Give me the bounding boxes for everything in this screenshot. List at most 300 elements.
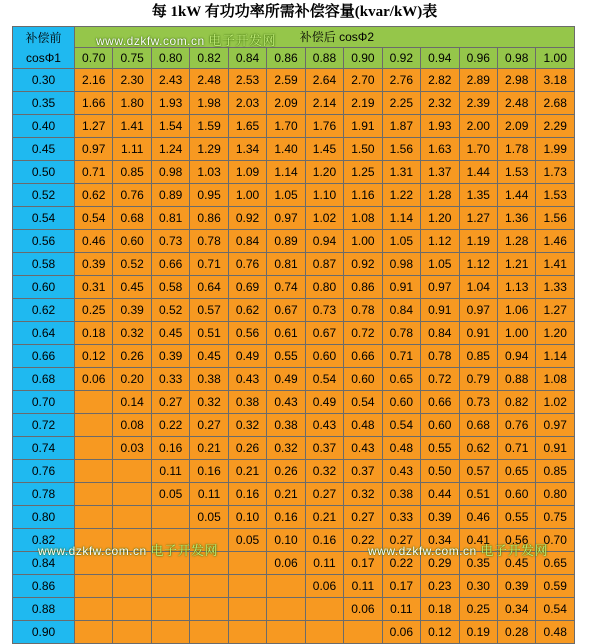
value-cell: 1.20 xyxy=(536,322,575,345)
value-cell: 0.54 xyxy=(382,414,420,437)
value-cell: 2.29 xyxy=(536,115,575,138)
before-cos-cell: 0.62 xyxy=(13,299,75,322)
before-cos-cell: 0.74 xyxy=(13,437,75,460)
value-cell: 0.37 xyxy=(305,437,343,460)
value-cell: 1.05 xyxy=(267,184,305,207)
before-cos-cell: 0.68 xyxy=(13,368,75,391)
value-cell: 0.55 xyxy=(267,345,305,368)
value-cell: 1.66 xyxy=(75,92,113,115)
value-cell: 1.16 xyxy=(344,184,382,207)
value-cell: 1.00 xyxy=(497,322,535,345)
table-row xyxy=(13,322,575,345)
watermark-url: www.dzkfw.com.cn xyxy=(96,34,205,48)
value-cell: 0.78 xyxy=(382,322,420,345)
value-cell: 1.04 xyxy=(459,276,497,299)
value-cell: 1.12 xyxy=(421,230,459,253)
value-cell: 0.60 xyxy=(421,414,459,437)
table-row xyxy=(13,299,575,322)
value-cell xyxy=(75,460,113,483)
value-cell: 0.45 xyxy=(190,345,228,368)
value-cell: 0.20 xyxy=(113,368,151,391)
value-cell: 0.38 xyxy=(228,391,266,414)
value-cell: 0.33 xyxy=(382,506,420,529)
value-cell: 2.25 xyxy=(382,92,420,115)
value-cell: 0.27 xyxy=(305,483,343,506)
value-cell: 1.12 xyxy=(459,253,497,276)
value-cell: 0.66 xyxy=(344,345,382,368)
value-cell: 0.17 xyxy=(382,575,420,598)
value-cell: 1.10 xyxy=(305,184,343,207)
value-cell: 1.31 xyxy=(382,161,420,184)
value-cell xyxy=(190,529,228,552)
value-cell: 0.16 xyxy=(228,483,266,506)
value-cell: 1.24 xyxy=(151,138,189,161)
value-cell: 0.26 xyxy=(228,437,266,460)
value-cell: 0.66 xyxy=(421,391,459,414)
value-cell: 1.40 xyxy=(267,138,305,161)
value-cell xyxy=(113,483,151,506)
value-cell: 2.09 xyxy=(267,92,305,115)
value-cell: 0.85 xyxy=(459,345,497,368)
value-cell: 0.39 xyxy=(421,506,459,529)
value-cell: 0.21 xyxy=(228,460,266,483)
value-cell: 1.14 xyxy=(267,161,305,184)
value-cell: 0.52 xyxy=(113,253,151,276)
after-cos-header-cell: 1.00 xyxy=(536,48,575,69)
value-cell: 0.25 xyxy=(459,598,497,621)
value-cell: 0.98 xyxy=(382,253,420,276)
value-cell: 0.22 xyxy=(344,529,382,552)
value-cell: 0.16 xyxy=(151,437,189,460)
after-cos-header-cell: 0.82 xyxy=(190,48,228,69)
value-cell xyxy=(267,598,305,621)
value-cell: 0.81 xyxy=(151,207,189,230)
value-cell: 0.92 xyxy=(228,207,266,230)
value-cell: 0.27 xyxy=(344,506,382,529)
value-cell: 0.74 xyxy=(267,276,305,299)
value-cell: 0.32 xyxy=(267,437,305,460)
value-cell xyxy=(113,460,151,483)
value-cell: 0.16 xyxy=(190,460,228,483)
value-cell: 0.46 xyxy=(75,230,113,253)
value-cell: 0.27 xyxy=(190,414,228,437)
value-cell: 2.39 xyxy=(459,92,497,115)
value-cell: 0.64 xyxy=(190,276,228,299)
value-cell: 1.70 xyxy=(267,115,305,138)
value-cell: 1.41 xyxy=(536,253,575,276)
value-cell: 1.22 xyxy=(382,184,420,207)
value-cell: 0.16 xyxy=(305,529,343,552)
value-cell: 2.32 xyxy=(421,92,459,115)
value-cell: 0.28 xyxy=(497,621,535,644)
value-cell: 0.19 xyxy=(459,621,497,644)
value-cell: 0.06 xyxy=(382,621,420,644)
value-cell: 1.13 xyxy=(497,276,535,299)
value-cell: 0.73 xyxy=(305,299,343,322)
watermark-cn: 电子开发网 xyxy=(150,543,219,558)
table-row xyxy=(13,92,575,115)
value-cell: 0.82 xyxy=(497,391,535,414)
value-cell: 1.33 xyxy=(536,276,575,299)
value-cell: 0.56 xyxy=(497,529,535,552)
value-cell: 0.12 xyxy=(421,621,459,644)
value-cell: 0.94 xyxy=(497,345,535,368)
value-cell: 0.06 xyxy=(305,575,343,598)
table-row xyxy=(13,506,575,529)
value-cell: 1.08 xyxy=(344,207,382,230)
before-cos-cell: 0.60 xyxy=(13,276,75,299)
value-cell: 0.58 xyxy=(151,276,189,299)
table-row xyxy=(13,391,575,414)
value-cell: 1.02 xyxy=(305,207,343,230)
value-cell: 2.30 xyxy=(113,69,151,92)
before-cos-cell: 0.66 xyxy=(13,345,75,368)
value-cell: 0.85 xyxy=(536,460,575,483)
value-cell: 0.43 xyxy=(382,460,420,483)
corner-header-top: 补偿前 xyxy=(25,30,62,45)
value-cell: 1.63 xyxy=(421,138,459,161)
value-cell: 0.75 xyxy=(536,506,575,529)
value-cell: 0.92 xyxy=(344,253,382,276)
value-cell: 0.26 xyxy=(113,345,151,368)
value-cell: 0.39 xyxy=(113,299,151,322)
value-cell: 0.69 xyxy=(228,276,266,299)
value-cell: 0.35 xyxy=(459,552,497,575)
before-cos-cell: 0.82 xyxy=(13,529,75,552)
table-row xyxy=(13,414,575,437)
value-cell: 1.78 xyxy=(497,138,535,161)
corner-header-bottom: cosΦ1 xyxy=(26,50,61,65)
value-cell: 2.09 xyxy=(497,115,535,138)
value-cell xyxy=(113,621,151,644)
value-cell: 0.57 xyxy=(190,299,228,322)
value-cell: 1.14 xyxy=(382,207,420,230)
value-cell xyxy=(75,575,113,598)
value-cell: 0.45 xyxy=(497,552,535,575)
value-cell: 1.56 xyxy=(382,138,420,161)
before-cos-cell: 0.50 xyxy=(13,161,75,184)
before-cos-cell: 0.52 xyxy=(13,184,75,207)
value-cell: 0.65 xyxy=(536,552,575,575)
value-cell: 2.53 xyxy=(228,69,266,92)
value-cell: 0.48 xyxy=(536,621,575,644)
value-cell: 0.84 xyxy=(228,230,266,253)
value-cell: 0.06 xyxy=(267,552,305,575)
value-cell: 0.78 xyxy=(344,299,382,322)
value-cell: 0.62 xyxy=(459,437,497,460)
value-cell: 0.11 xyxy=(305,552,343,575)
value-cell: 0.30 xyxy=(459,575,497,598)
value-cell: 0.86 xyxy=(344,276,382,299)
value-cell: 0.57 xyxy=(459,460,497,483)
value-cell: 0.68 xyxy=(459,414,497,437)
value-cell: 1.36 xyxy=(497,207,535,230)
value-cell xyxy=(75,552,113,575)
value-cell: 0.10 xyxy=(228,506,266,529)
value-cell: 2.14 xyxy=(305,92,343,115)
before-cos-cell: 0.30 xyxy=(13,69,75,92)
value-cell xyxy=(228,575,266,598)
value-cell: 0.46 xyxy=(459,506,497,529)
value-cell: 1.06 xyxy=(497,299,535,322)
value-cell: 1.73 xyxy=(536,161,575,184)
value-cell: 0.60 xyxy=(497,483,535,506)
value-cell: 1.08 xyxy=(536,368,575,391)
value-cell: 2.89 xyxy=(459,69,497,92)
value-cell: 0.54 xyxy=(305,368,343,391)
value-cell: 0.27 xyxy=(151,391,189,414)
value-cell: 0.97 xyxy=(267,207,305,230)
value-cell: 1.27 xyxy=(536,299,575,322)
value-cell: 0.80 xyxy=(305,276,343,299)
value-cell: 0.27 xyxy=(382,529,420,552)
value-cell: 1.80 xyxy=(113,92,151,115)
watermark-cn: 电子开发网 xyxy=(208,33,277,48)
value-cell: 0.52 xyxy=(151,299,189,322)
value-cell: 0.60 xyxy=(382,391,420,414)
value-cell xyxy=(267,575,305,598)
value-cell: 0.49 xyxy=(267,368,305,391)
value-cell: 0.65 xyxy=(497,460,535,483)
value-cell: 1.20 xyxy=(421,207,459,230)
value-cell: 0.56 xyxy=(228,322,266,345)
value-cell: 0.11 xyxy=(344,575,382,598)
value-cell: 2.19 xyxy=(344,92,382,115)
value-cell: 0.43 xyxy=(228,368,266,391)
table-title: 每 1kW 有功功率所需补偿容量(kvar/kW)表 xyxy=(151,4,438,20)
table-row xyxy=(13,161,575,184)
value-cell: 0.17 xyxy=(344,552,382,575)
value-cell: 0.03 xyxy=(113,437,151,460)
value-cell: 0.97 xyxy=(421,276,459,299)
value-cell: 0.79 xyxy=(459,368,497,391)
value-cell xyxy=(151,506,189,529)
value-cell: 0.84 xyxy=(421,322,459,345)
value-cell: 0.95 xyxy=(190,184,228,207)
value-cell: 2.82 xyxy=(421,69,459,92)
value-cell: 1.14 xyxy=(536,345,575,368)
value-cell: 0.21 xyxy=(190,437,228,460)
value-cell: 0.54 xyxy=(536,598,575,621)
value-cell: 1.59 xyxy=(190,115,228,138)
value-cell xyxy=(151,621,189,644)
value-cell xyxy=(113,529,151,552)
value-cell: 0.91 xyxy=(536,437,575,460)
value-cell xyxy=(75,414,113,437)
value-cell: 1.21 xyxy=(497,253,535,276)
value-cell: 1.05 xyxy=(382,230,420,253)
value-cell: 1.46 xyxy=(536,230,575,253)
value-cell: 1.03 xyxy=(190,161,228,184)
value-cell: 0.62 xyxy=(228,299,266,322)
value-cell: 0.39 xyxy=(151,345,189,368)
value-cell: 1.65 xyxy=(228,115,266,138)
value-cell: 1.00 xyxy=(228,184,266,207)
value-cell: 1.93 xyxy=(151,92,189,115)
value-cell: 0.71 xyxy=(497,437,535,460)
value-cell: 0.05 xyxy=(190,506,228,529)
value-cell: 0.48 xyxy=(344,414,382,437)
value-cell xyxy=(190,621,228,644)
before-cos-cell: 0.54 xyxy=(13,207,75,230)
value-cell: 0.71 xyxy=(382,345,420,368)
before-cos-cell: 0.86 xyxy=(13,575,75,598)
value-cell xyxy=(151,552,189,575)
value-cell: 2.16 xyxy=(75,69,113,92)
value-cell: 0.38 xyxy=(267,414,305,437)
value-cell: 1.87 xyxy=(382,115,420,138)
after-cos-header-cell: 0.92 xyxy=(382,48,420,69)
value-cell xyxy=(305,621,343,644)
value-cell: 0.43 xyxy=(344,437,382,460)
value-cell: 0.98 xyxy=(151,161,189,184)
value-cell: 0.14 xyxy=(113,391,151,414)
value-cell: 0.76 xyxy=(497,414,535,437)
value-cell: 2.70 xyxy=(344,69,382,92)
value-cell: 0.11 xyxy=(151,460,189,483)
value-cell: 0.16 xyxy=(267,506,305,529)
value-cell xyxy=(75,529,113,552)
value-cell: 2.43 xyxy=(151,69,189,92)
value-cell: 1.19 xyxy=(459,230,497,253)
value-cell: 3.18 xyxy=(536,69,575,92)
value-cell: 1.76 xyxy=(305,115,343,138)
after-cos-header-cell: 0.70 xyxy=(75,48,113,69)
before-cos-cell: 0.58 xyxy=(13,253,75,276)
value-cell: 1.29 xyxy=(190,138,228,161)
value-cell xyxy=(190,575,228,598)
value-cell xyxy=(228,598,266,621)
value-cell: 2.98 xyxy=(497,69,535,92)
before-cos-cell: 0.56 xyxy=(13,230,75,253)
value-cell: 0.31 xyxy=(75,276,113,299)
value-cell: 0.97 xyxy=(75,138,113,161)
value-cell: 0.71 xyxy=(190,253,228,276)
value-cell: 1.93 xyxy=(421,115,459,138)
value-cell: 0.66 xyxy=(151,253,189,276)
value-cell: 0.21 xyxy=(267,483,305,506)
value-cell: 0.73 xyxy=(151,230,189,253)
table-row xyxy=(13,483,575,506)
after-cos-header-cell: 0.75 xyxy=(113,48,151,69)
value-cell: 0.39 xyxy=(75,253,113,276)
value-cell: 0.37 xyxy=(344,460,382,483)
value-cell: 0.18 xyxy=(75,322,113,345)
value-cell: 0.59 xyxy=(536,575,575,598)
value-cell: 0.68 xyxy=(113,207,151,230)
table-row xyxy=(13,598,575,621)
value-cell xyxy=(113,598,151,621)
value-cell: 0.45 xyxy=(113,276,151,299)
value-cell: 0.32 xyxy=(113,322,151,345)
value-cell: 0.33 xyxy=(151,368,189,391)
value-cell xyxy=(151,598,189,621)
value-cell xyxy=(228,552,266,575)
value-cell: 0.06 xyxy=(344,598,382,621)
value-cell: 0.62 xyxy=(75,184,113,207)
value-cell xyxy=(305,598,343,621)
value-cell xyxy=(75,506,113,529)
value-cell: 1.44 xyxy=(497,184,535,207)
before-cos-cell: 0.84 xyxy=(13,552,75,575)
value-cell: 0.78 xyxy=(421,345,459,368)
value-cell: 2.59 xyxy=(267,69,305,92)
value-cell: 0.10 xyxy=(267,529,305,552)
value-cell: 0.54 xyxy=(344,391,382,414)
value-cell: 0.91 xyxy=(382,276,420,299)
value-cell: 0.49 xyxy=(305,391,343,414)
value-cell xyxy=(113,552,151,575)
value-cell: 0.06 xyxy=(75,368,113,391)
value-cell: 0.76 xyxy=(113,184,151,207)
value-cell: 0.65 xyxy=(382,368,420,391)
before-cos-cell: 0.64 xyxy=(13,322,75,345)
table-row xyxy=(13,115,575,138)
value-cell: 0.55 xyxy=(421,437,459,460)
value-cell: 0.60 xyxy=(344,368,382,391)
after-cos-header-cell: 0.84 xyxy=(228,48,266,69)
value-cell: 0.23 xyxy=(421,575,459,598)
value-cell: 1.27 xyxy=(459,207,497,230)
value-cell: 0.78 xyxy=(190,230,228,253)
value-cell: 0.60 xyxy=(113,230,151,253)
before-cos-cell: 0.76 xyxy=(13,460,75,483)
table-row xyxy=(13,253,575,276)
value-cell: 0.61 xyxy=(267,322,305,345)
value-cell: 1.00 xyxy=(344,230,382,253)
before-cos-cell: 0.88 xyxy=(13,598,75,621)
after-cos-header-cell: 0.90 xyxy=(344,48,382,69)
value-cell: 0.32 xyxy=(228,414,266,437)
value-cell: 0.21 xyxy=(305,506,343,529)
value-cell: 1.56 xyxy=(536,207,575,230)
value-cell: 0.45 xyxy=(151,322,189,345)
value-cell: 0.22 xyxy=(151,414,189,437)
value-cell: 0.51 xyxy=(190,322,228,345)
value-cell xyxy=(344,621,382,644)
value-cell: 0.34 xyxy=(497,598,535,621)
value-cell: 0.97 xyxy=(459,299,497,322)
value-cell: 0.72 xyxy=(421,368,459,391)
after-compensation-header xyxy=(75,27,575,48)
value-cell: 0.38 xyxy=(190,368,228,391)
value-cell: 2.00 xyxy=(459,115,497,138)
table-row xyxy=(13,138,575,161)
value-cell: 0.32 xyxy=(305,460,343,483)
after-cos-header-cell: 0.88 xyxy=(305,48,343,69)
value-cell: 0.88 xyxy=(497,368,535,391)
value-cell: 0.67 xyxy=(305,322,343,345)
value-cell: 1.28 xyxy=(421,184,459,207)
value-cell: 0.54 xyxy=(75,207,113,230)
value-cell: 0.12 xyxy=(75,345,113,368)
value-cell: 0.29 xyxy=(421,552,459,575)
value-cell: 1.53 xyxy=(536,184,575,207)
value-cell xyxy=(267,621,305,644)
before-cos-cell: 0.45 xyxy=(13,138,75,161)
value-cell: 1.20 xyxy=(305,161,343,184)
value-cell xyxy=(113,506,151,529)
table-row xyxy=(13,575,575,598)
value-cell xyxy=(75,437,113,460)
value-cell: 0.11 xyxy=(190,483,228,506)
value-cell: 0.91 xyxy=(459,322,497,345)
value-cell: 2.03 xyxy=(228,92,266,115)
value-cell: 0.55 xyxy=(497,506,535,529)
value-cell: 1.98 xyxy=(190,92,228,115)
value-cell: 2.64 xyxy=(305,69,343,92)
value-cell xyxy=(151,529,189,552)
